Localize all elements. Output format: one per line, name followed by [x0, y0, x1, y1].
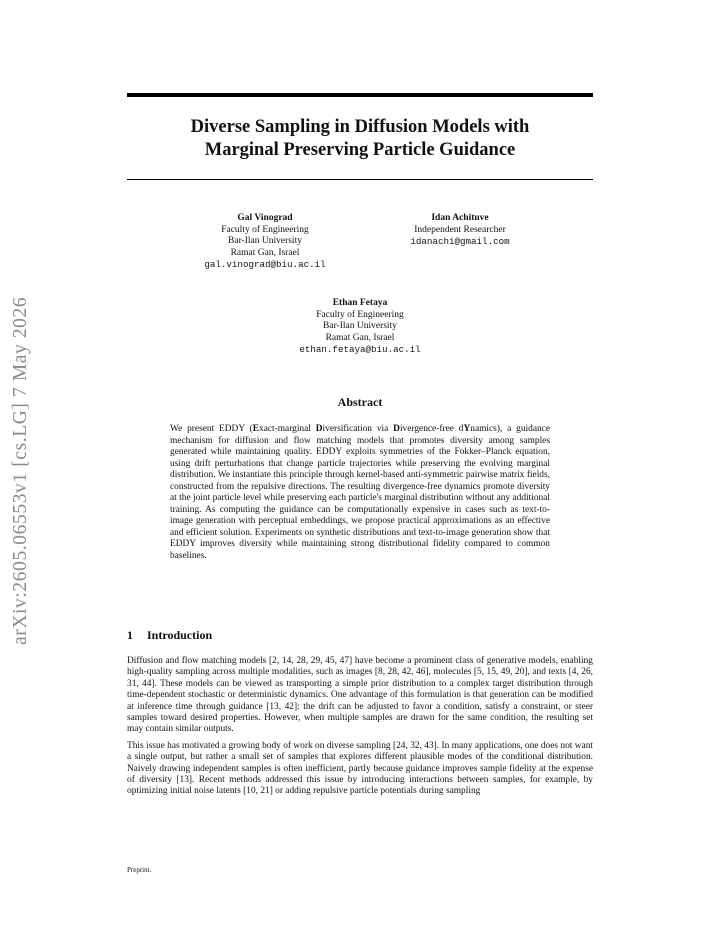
abstract-intro: We present EDDY ( — [170, 424, 253, 434]
acronym-letter: D — [315, 424, 323, 434]
author-block-1 — [160, 213, 370, 271]
footer-note: Preprint. — [127, 866, 152, 874]
title-top-rule — [127, 93, 593, 97]
acronym-part: ivergence-free d — [399, 424, 464, 434]
author-block-2 — [365, 213, 555, 248]
author-name: Idan Achituve — [431, 213, 489, 223]
arxiv-identifier: arXiv:2605.06553v1 [cs.LG] 7 May 2026 — [10, 296, 31, 645]
section-heading — [127, 628, 212, 643]
title-line-1: Diverse Sampling in Diffusion Models with — [190, 117, 530, 137]
section-title: Introduction — [147, 628, 213, 642]
author-name: Gal Vinograd — [237, 213, 293, 223]
acronym-letter: E — [252, 424, 259, 434]
title-bottom-rule — [127, 179, 593, 180]
author-affiliation: Ramat Gan, Israel — [230, 247, 300, 258]
abstract-text: ), a guidance mechanism for diffusion and flow matching models that promotes diversity among samples generated while maintaining quality. EDDY exploits symmetries of the Fokker–Planck equation, using drift perturbations that change particle trajectories while preserving the evolving marginal distribution. We instantiate this principle through kernel-based anti-symmetric pairwise matrix fields, constructed from the repulsive directions. The resulting divergence-free dynamics promote diversity at the joint particle level while preserving each particle's marginal distribution without any additional training. As computing the guidance can be computationally expensive in cases such as text-to-image generation with perceptual embeddings, we propose practical approximations as an effective and efficient solution. Experiments on synthetic distributions and text-to-image generation show that EDDY improves diversity while maintaining strong distributional fidelity compared to common baselines. — [170, 424, 550, 561]
section-body — [127, 656, 593, 803]
acronym-part: xact-marginal — [259, 424, 316, 434]
section-number: 1 — [127, 628, 133, 642]
acronym-part: iversification via — [322, 424, 394, 434]
abstract-heading: Abstract — [337, 395, 383, 409]
author-affiliation: Independent Researcher — [414, 224, 506, 235]
author-email[interactable]: gal.vinograd@biu.ac.il — [204, 259, 326, 271]
author-affiliation: Bar-Ilan University — [323, 321, 397, 332]
acronym-part: namics — [470, 424, 497, 434]
abstract-paragraph — [170, 424, 550, 562]
acronym-letter: Y — [463, 424, 471, 434]
author-email[interactable]: idanachi@gmail.com — [410, 236, 510, 248]
author-affiliation: Ramat Gan, Israel — [325, 332, 395, 343]
author-email[interactable]: ethan.fetaya@biu.ac.il — [299, 344, 421, 356]
author-affiliation: Faculty of Engineering — [221, 224, 309, 235]
paper-title — [127, 116, 593, 162]
acronym-letter: D — [393, 424, 400, 434]
title-line-2: Marginal Preserving Particle Guidance — [204, 140, 516, 160]
author-block-3 — [255, 298, 465, 356]
body-paragraph: This issue has motivated a growing body of work on diverse sampling [24, 32, 43]. In many applications, one does not want a single output, but rather a small set of samples that explores different plausible modes of the conditional distribution. Naively drawing independent samples is often inefficient, partly because guidance improves sample fidelity at the expense of diversity [13]. Recent methods addressed this issue by introducing interactions between samples, for example, by optimizing initial noise latents [10, 21] or adding repulsive particle potentials during sampling — [127, 740, 593, 797]
body-paragraph: Diffusion and flow matching models [2, 14, 28, 29, 45, 47] have become a prominent class of generative models, enabling high-quality sampling across multiple modalities, such as images [8, 28, 42, 46], molecules [5, 15, 49, 20], and texts [4, 26, 31, 44]. These models can be viewed as transporting a simple prior distribution to a complex target distribution through time-dependent stochastic or deterministic dynamics. One advantage of this formulation is that generation can be modified at inference time through guidance [13, 42]: the drift can be adjusted to favor a condition, satisfy a constraint, or steer samples toward desired properties. However, when multiple samples are drawn for the same condition, the resulting set may contain similar outputs. — [127, 656, 593, 735]
abstract-body — [170, 424, 550, 562]
author-affiliation: Faculty of Engineering — [316, 309, 404, 320]
author-affiliation: Bar-Ilan University — [228, 236, 302, 247]
author-name: Ethan Fetaya — [332, 298, 388, 308]
